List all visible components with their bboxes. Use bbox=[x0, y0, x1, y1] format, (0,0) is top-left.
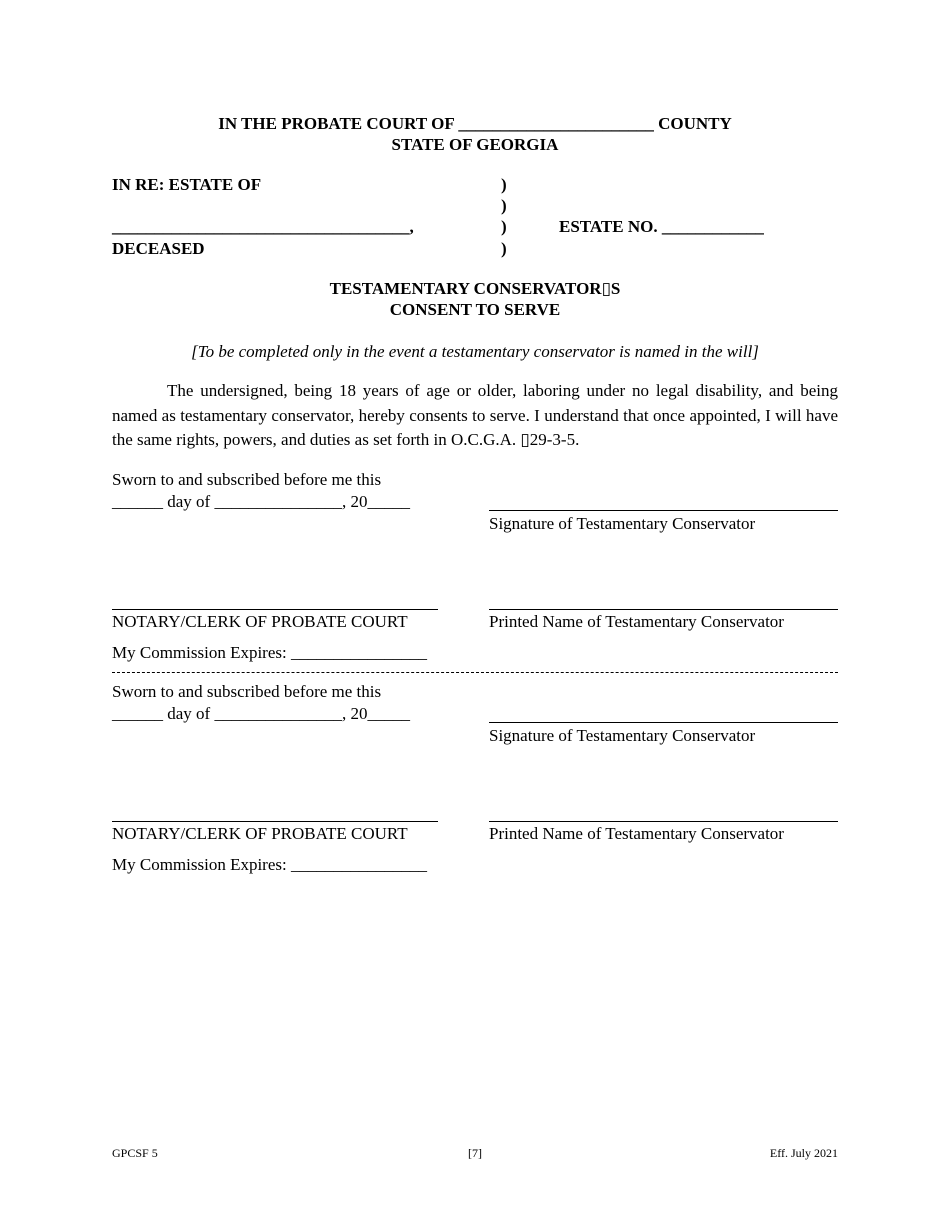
sworn-statement: Sworn to and subscribed before me this bbox=[112, 682, 382, 701]
notary-label: NOTARY/CLERK OF PROBATE COURT bbox=[112, 824, 408, 843]
printed-name-label: Printed Name of Testamentary Conservator bbox=[489, 824, 784, 843]
signature-line bbox=[489, 510, 838, 511]
estate-number-field: ESTATE NO. ____________ bbox=[559, 217, 764, 236]
commission-expires: My Commission Expires: ________________ bbox=[112, 855, 427, 874]
printed-name-line bbox=[489, 821, 838, 822]
caption-paren: ) bbox=[501, 217, 507, 236]
signature-label: Signature of Testamentary Conservator bbox=[489, 514, 756, 533]
state-heading: STATE OF GEORGIA bbox=[391, 135, 559, 154]
in-re-label: IN RE: ESTATE OF bbox=[112, 175, 262, 194]
signature-line bbox=[489, 722, 838, 723]
commission-expires: My Commission Expires: ________________ bbox=[112, 643, 427, 662]
sworn-date-blanks: ______ day of _______________, 20_____ bbox=[112, 704, 410, 723]
court-heading: IN THE PROBATE COURT OF _______________________ COUNTY bbox=[218, 114, 732, 133]
sworn-statement: Sworn to and subscribed before me this bbox=[112, 470, 382, 489]
form-title-line1: TESTAMENTARY CONSERVATOR▯S bbox=[329, 279, 621, 298]
printed-name-label: Printed Name of Testamentary Conservator bbox=[489, 612, 784, 631]
printed-name-line bbox=[489, 609, 838, 610]
deceased-label: DECEASED bbox=[112, 239, 205, 258]
form-id: GPCSF 5 bbox=[112, 1146, 158, 1160]
caption-paren: ) bbox=[501, 196, 507, 215]
notary-signature-line bbox=[112, 821, 438, 822]
section-divider bbox=[112, 672, 838, 673]
instruction-note: [To be completed only in the event a testamentary conservator is named in the will] bbox=[191, 342, 759, 361]
caption-paren: ) bbox=[501, 175, 507, 194]
page-number: [7] bbox=[468, 1146, 482, 1160]
signature-label: Signature of Testamentary Conservator bbox=[489, 726, 756, 745]
form-title-line2: CONSENT TO SERVE bbox=[389, 300, 561, 319]
notary-signature-line bbox=[112, 609, 438, 610]
notary-label: NOTARY/CLERK OF PROBATE COURT bbox=[112, 612, 408, 631]
decedent-name-blank: ___________________________________, bbox=[112, 217, 414, 236]
consent-paragraph: The undersigned, being 18 years of age or older, laboring under no legal disability, and being named as testamentary conservator, hereby consents to serve. I understand that once appointed, I will have the same rights, powers, and duties as set forth in O.C.G.A. ▯29-3-5. bbox=[112, 381, 838, 449]
effective-date: Eff. July 2021 bbox=[769, 1146, 838, 1160]
sworn-date-blanks: ______ day of _______________, 20_____ bbox=[112, 492, 410, 511]
caption-paren: ) bbox=[501, 239, 507, 258]
